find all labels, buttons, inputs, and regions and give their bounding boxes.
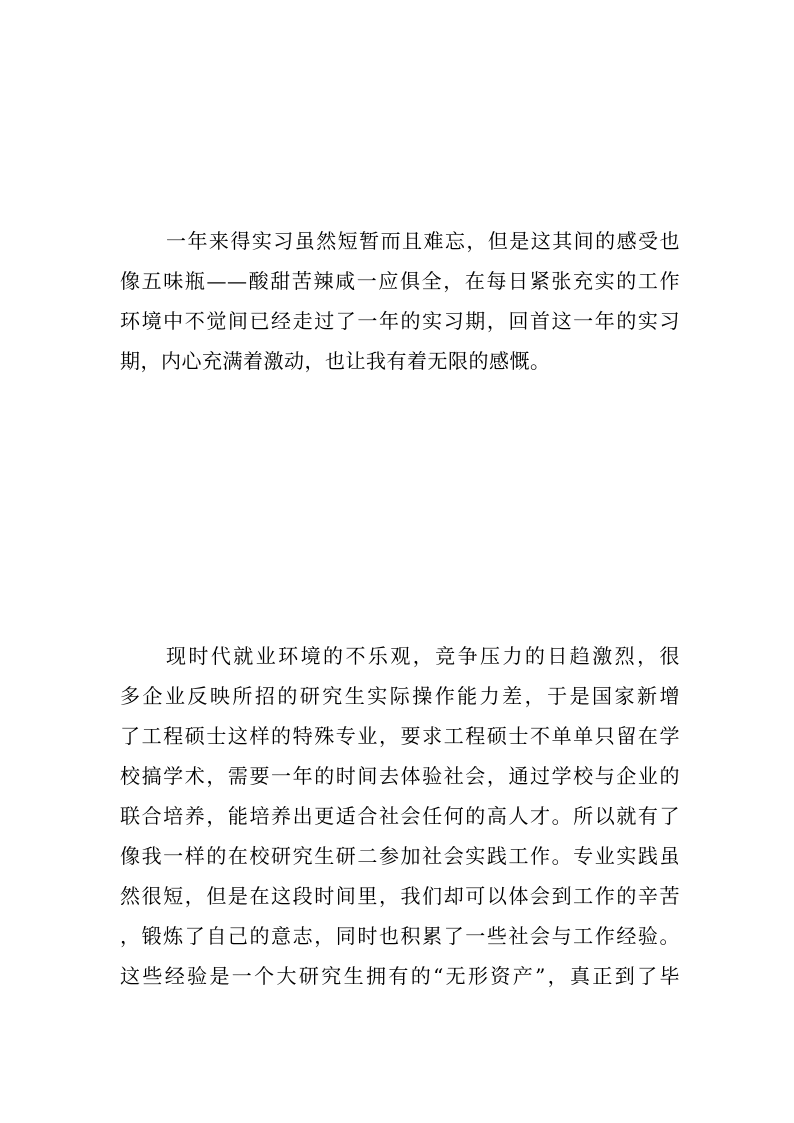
paragraph-line: 期，内心充满着激动，也让我有着无限的感慨。 bbox=[120, 349, 551, 373]
paragraph-line: 了工程硕士这样的特殊专业，要求工程硕士不单单只留在学 bbox=[120, 724, 680, 748]
paragraph-line: 多企业反映所招的研究生实际操作能力差，于是国家新增 bbox=[120, 684, 680, 708]
paragraph-line: 像我一样的在校研究生研二参加社会实践工作。专业实践虽 bbox=[120, 844, 680, 868]
paragraph-line: 校搞学术，需要一年的时间去体验社会，通过学校与企业的 bbox=[120, 764, 680, 788]
paragraph-internship-reflection bbox=[120, 221, 680, 381]
paragraph-line: 一年来得实习虽然短暂而且难忘，但是这其间的感受也 bbox=[166, 229, 680, 253]
paragraph-employment-context bbox=[120, 636, 680, 996]
paragraph-line: 现时代就业环境的不乐观，竞争压力的日趋激烈，很 bbox=[166, 644, 680, 668]
paragraph-line: ，锻炼了自己的意志，同时也积累了一些社会与工作经验。 bbox=[120, 924, 680, 948]
paragraph-line: 像五味瓶——酸甜苦辣咸一应俱全，在每日紧张充实的工作 bbox=[120, 269, 680, 293]
paragraph-line: 环境中不觉间已经走过了一年的实习期，回首这一年的实习 bbox=[120, 309, 680, 333]
paragraph-line: 联合培养，能培养出更适合社会任何的高人才。所以就有了 bbox=[120, 804, 680, 828]
paragraph-line: 这些经验是一个大研究生拥有的“无形资产”，真正到了毕 bbox=[120, 964, 680, 988]
paragraph-line: 然很短，但是在这段时间里，我们却可以体会到工作的辛苦 bbox=[120, 884, 680, 908]
